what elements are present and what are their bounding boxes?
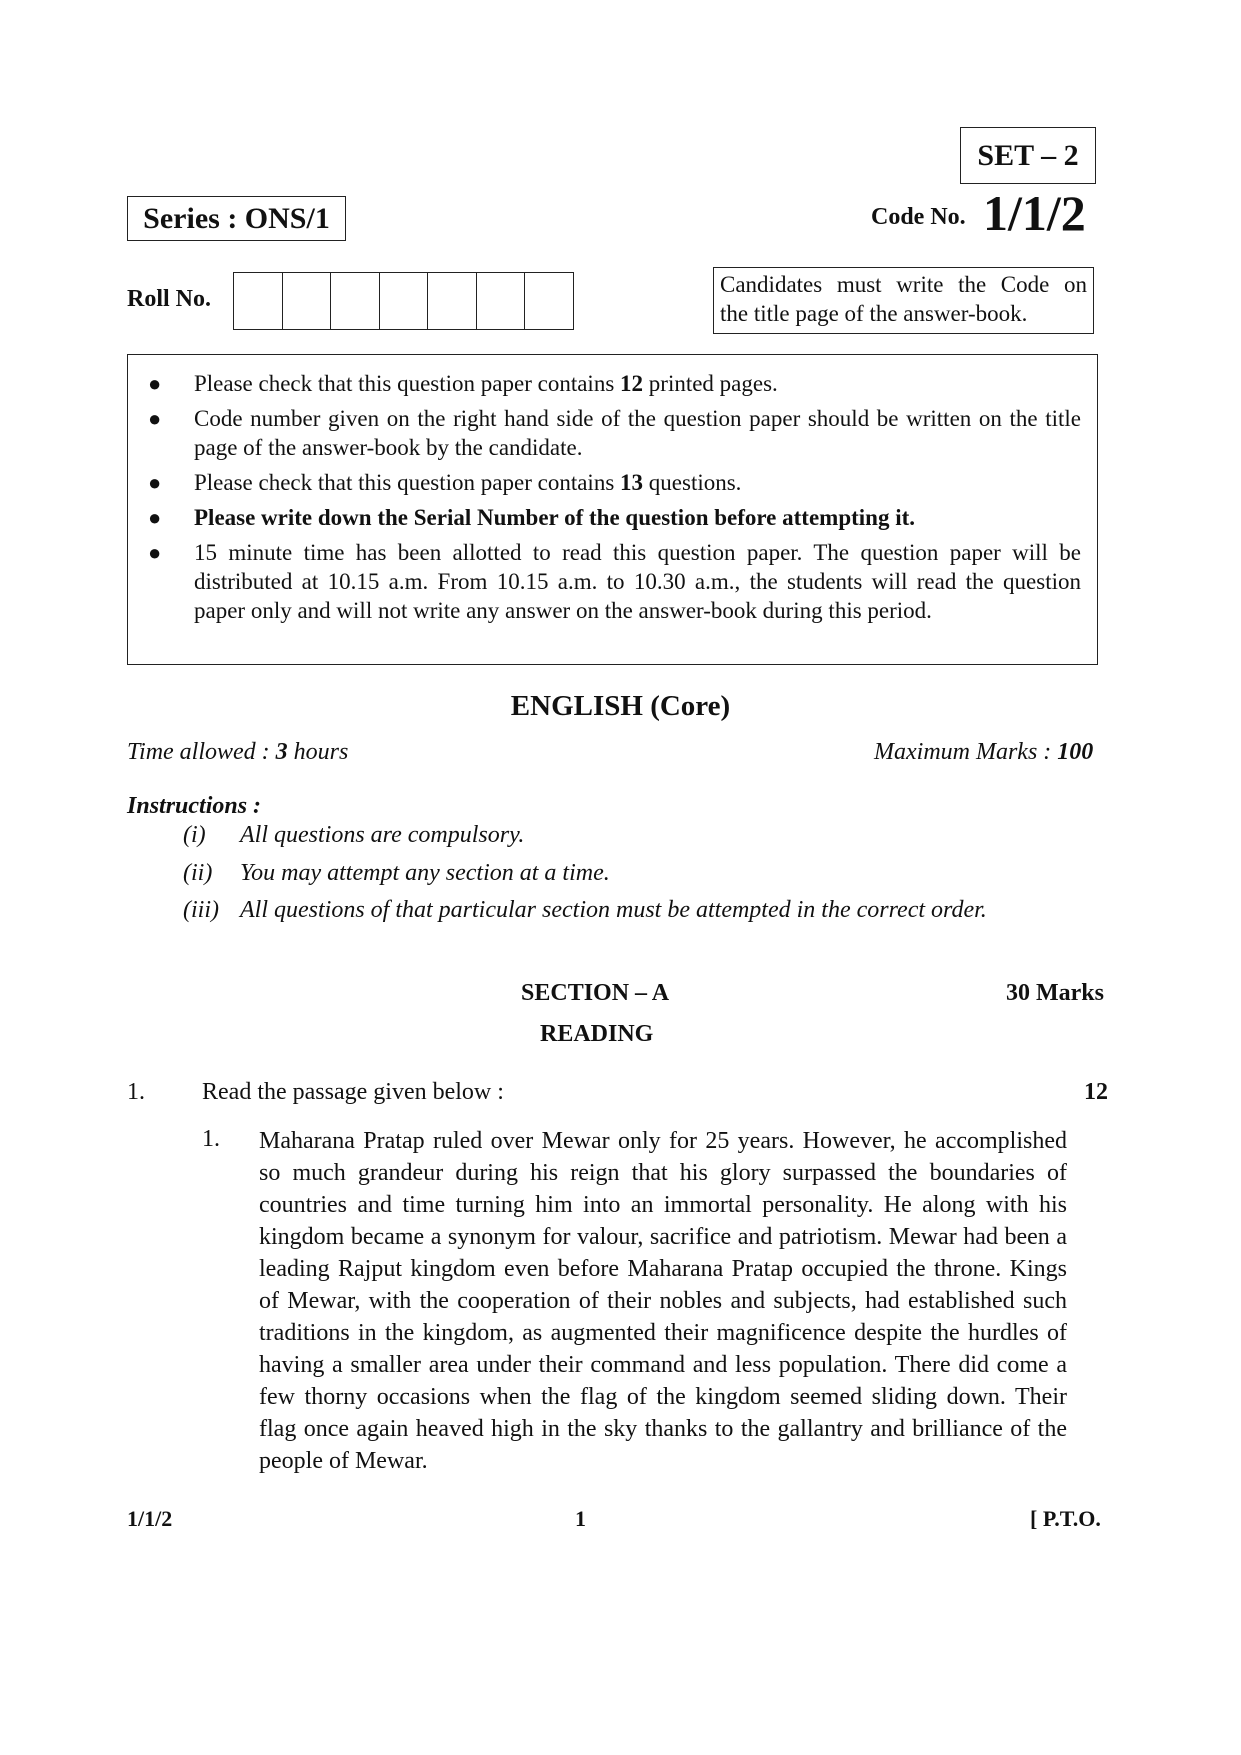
paragraph-number: 1. bbox=[202, 1126, 220, 1152]
notice-item: ● Please check that this question paper contains 12 printed pages. bbox=[144, 369, 1081, 398]
notice-item: ● Code number given on the right hand side of the question paper should be written on the title page of the answer-book by the candidate. bbox=[144, 404, 1081, 462]
question-text: Read the passage given below : bbox=[202, 1079, 504, 1105]
set-label: SET – 2 bbox=[960, 127, 1096, 184]
question-number: 1. bbox=[127, 1079, 145, 1105]
bullet-icon: ● bbox=[148, 470, 162, 495]
bullet-icon: ● bbox=[148, 505, 162, 530]
code-value: 1/1/2 bbox=[983, 185, 1086, 241]
bullet-icon: ● bbox=[148, 406, 162, 431]
roll-cell[interactable] bbox=[234, 273, 282, 329]
notice-item: ● Please check that this question paper contains 13 questions. bbox=[144, 468, 1081, 497]
roll-cell[interactable] bbox=[427, 273, 476, 329]
section-title: SECTION – A bbox=[521, 980, 670, 1006]
time-allowed: Time allowed : 3 hours bbox=[127, 739, 349, 765]
page-number: 1 bbox=[575, 1506, 586, 1531]
question-marks: 12 bbox=[1084, 1079, 1108, 1105]
roll-label: Roll No. bbox=[127, 286, 211, 312]
section-marks: 30 Marks bbox=[1006, 980, 1104, 1006]
roll-number-grid[interactable] bbox=[233, 272, 574, 330]
roll-cell[interactable] bbox=[476, 273, 525, 329]
roll-cell[interactable] bbox=[282, 273, 331, 329]
passage-paragraph: Maharana Pratap ruled over Mewar only for 25 years. However, he accomplished so much grandeur during his reign that his glory surpassed the boundaries of countries and time turning him into an immortal personality. He along with his kingdom became a synonym for valour, sacrifice and patriotism. Mewar had been a leading Rajput kingdom even before Maharana Pratap occupied the throne. Kings of Mewar, with the cooperation of their nobles and subjects, had established such traditions in the kingdom, as augmented their magnificence despite the hurdles of having a smaller area under their command and less population. There did come a few thorny occasions when the flag of the kingdom seemed sliding down. Their flag once again heaved high in the sky thanks to the gallantry and brilliance of the people of Mewar. bbox=[259, 1128, 1067, 1474]
roll-cell[interactable] bbox=[379, 273, 428, 329]
roll-cell[interactable] bbox=[330, 273, 379, 329]
instruction-item: (iii) All questions of that particular section must be attempted in the correct order. bbox=[183, 897, 987, 923]
instruction-item: (i) All questions are compulsory. bbox=[183, 822, 525, 848]
instructions-heading: Instructions : bbox=[127, 793, 262, 819]
section-subtitle: READING bbox=[540, 1021, 654, 1047]
bullet-icon: ● bbox=[148, 371, 162, 396]
subject-title: ENGLISH (Core) bbox=[510, 690, 731, 722]
roll-cell[interactable] bbox=[524, 273, 573, 329]
maximum-marks: Maximum Marks : 100 bbox=[874, 739, 1094, 765]
code-label: Code No. bbox=[871, 204, 966, 230]
candidate-note: Candidates must write the Code on the title page of the answer-book. bbox=[713, 267, 1094, 334]
series-label: Series : ONS/1 bbox=[127, 196, 346, 241]
instruction-item: (ii) You may attempt any section at a time. bbox=[183, 860, 610, 886]
notice-item: ● 15 minute time has been allotted to read this question paper. The question paper will be distributed at 10.15 a.m. From 10.15 a.m. to 10.30 a.m., the students will read the question paper only and will not write any answer on the answer-book during this period. bbox=[144, 538, 1081, 625]
pto-label: [ P.T.O. bbox=[1030, 1506, 1101, 1531]
bullet-icon: ● bbox=[148, 540, 162, 565]
notice-box bbox=[127, 354, 1098, 665]
footer-code: 1/1/2 bbox=[127, 1506, 173, 1531]
notice-item: ● Please write down the Serial Number of the question before attempting it. bbox=[144, 503, 1081, 532]
